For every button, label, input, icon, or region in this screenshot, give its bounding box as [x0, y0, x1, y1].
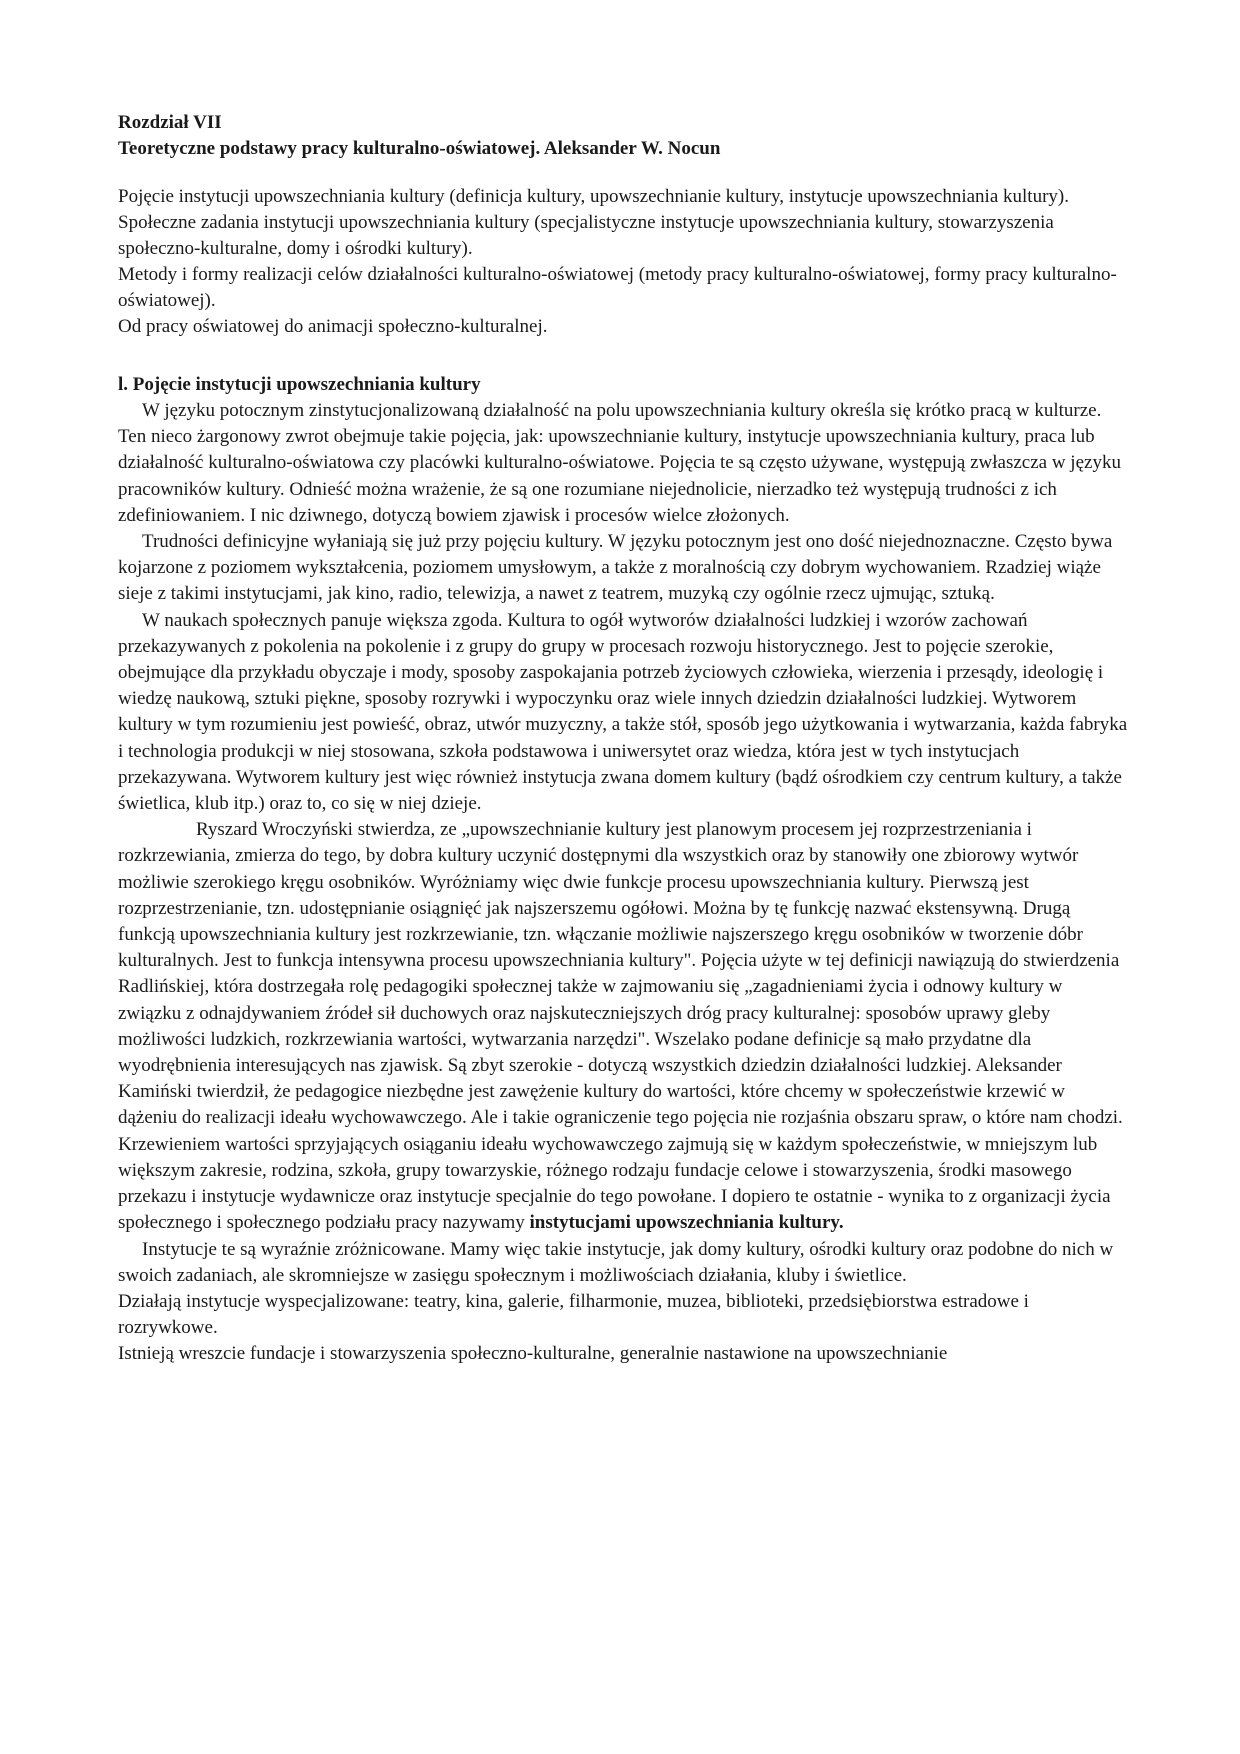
- chapter-outline: [118, 184, 1128, 340]
- section-body: [118, 398, 1128, 1368]
- body-paragraph: W języku potocznym zinstytucjonalizowaną działalność na polu upowszechniania kultury określa się krótko pracą w kulturze. Ten nieco żargonowy zwrot obejmuje takie pojęcia, jak: upowszechnianie kultury, instytucje upowszechniania kultury, praca lub działalność kulturalno-oświatowa czy placówki kulturalno-oświatowe. Pojęcia te są często używane, występują zwłaszcza w języku pracowników kultury. Odnieść można wrażenie, że są one rozumiane niejednolicie, nierzadko też występują trudności z ich zdefiniowaniem. I nic dziwnego, dotyczą bowiem zjawisk i procesów wielce złożonych.: [118, 400, 1121, 526]
- body-paragraph: W naukach społecznych panuje większa zgoda. Kultura to ogół wytworów działalności ludzkiej i wzorów zachowań przekazywanych z pokolenia na pokolenie i z grupy do grupy w procesach rozwoju historycznego. Jest to pojęcie szerokie, obejmujące dla przykładu obyczaje i mody, sposoby zaspokajania potrzeb życiowych człowieka, wierzenia i przesądy, ideologię i wiedzę naukową, sztuki piękne, sposoby rozrywki i wypoczynku oraz wiele innych dziedzin działalności ludzkiej. Wytworem kultury w tym rozumieniu jest powieść, obraz, utwór muzyczny, a także stół, sposób jego użytkowania i wytwarzania, każda fabryka i technologia produkcji w niej stosowana, szkoła podstawowa i uniwersytet oraz wiedza, która jest w tych instytucjach przekazywana. Wytworem kultury jest więc również instytucja zwana domem kultury (bądź ośrodkiem czy centrum kultury, a także świetlica, klub itp.) oraz to, co się w niej dzieje.: [118, 609, 1128, 815]
- bold-term: instytucjami upowszechniania kultury.: [529, 1212, 844, 1234]
- page-content: [118, 110, 1128, 1368]
- body-paragraph: Trudności definicyjne wyłaniają się już przy pojęciu kultury. W języku potocznym jest ono dość niejednoznaczne. Często bywa kojarzone z poziomem wykształcenia, poziomem umysłowym, a także z moralnością czy dobrym wychowaniem. Rzadziej wiąże sieje z takimi instytucjami, jak kino, radio, telewizja, a nawet z teatrem, muzyką czy ogólnie rzecz ujmując, sztuką.: [118, 531, 1113, 605]
- body-paragraph: Istnieją wreszcie fundacje i stowarzyszenia społeczno-kulturalne, generalnie nastawione na upowszechnianie: [118, 1343, 948, 1365]
- outline-item: Od pracy oświatowej do animacji społeczno-kulturalnej.: [118, 316, 548, 337]
- outline-item: Społeczne zadania instytucji upowszechniania kultury (specjalistyczne instytucje upowszechniania kultury, stowarzyszenia społeczno-kulturalne, domy i ośrodki kultury).: [118, 212, 1054, 259]
- body-paragraph: [118, 817, 1128, 1236]
- body-paragraph: Działają instytucje wyspecjalizowane: teatry, kina, galerie, filharmonie, muzea, biblioteki, przedsiębiorstwa estradowe i rozrywkowe.: [118, 1290, 1029, 1339]
- outline-item: Metody i formy realizacji celów działalności kulturalno-oświatowej (metody pracy kulturalno-oświatowej, formy pracy kulturalno-oświatowej).: [118, 264, 1117, 311]
- chapter-heading: Rozdział VII: [118, 112, 222, 133]
- body-paragraph: Instytucje te są wyraźnie zróżnicowane. Mamy więc takie instytucje, jak domy kultury, ośrodki kultury oraz podobne do nich w swoich zadaniach, ale skromniejsze w zasięgu społecznym i możliwościach działania, kluby i świetlice.: [118, 1238, 1114, 1286]
- section-title: l. Pojęcie instytucji upowszechniania kultury: [118, 374, 481, 395]
- outline-item: Pojęcie instytucji upowszechniania kultury (definicja kultury, upowszechnianie kultury, instytucje upowszechniania kultury).: [118, 186, 1069, 207]
- chapter-title: Teoretyczne podstawy pracy kulturalno-oświatowej. Aleksander W. Nocun: [118, 138, 721, 159]
- quoted-definition-text: Ryszard Wroczyński stwierdza, ze „upowszechnianie kultury jest planowym procesem jej rozprzestrzeniania i rozkrzewiania, zmierza do tego, by dobra kultury uczynić dostępnymi dla wszystkich oraz by stanowiły one zbiorowy wytwór możliwie szerokiego kręgu osobników. Wyróżniamy więc dwie funkcje procesu upowszechniania kultury. Pierwszą jest rozprzestrzenianie, tzn. udostępnianie osiągnięć jak najszerszemu ogółowi. Można by tę funkcję nazwać ekstensywną. Drugą funkcją upowszechniania kultury jest rozkrzewianie, tzn. włączanie możliwie najszerszego kręgu osobników w tworzenie dóbr kulturalnych. Jest to funkcja intensywna procesu upowszechniania kultury". Pojęcia użyte w tej definicji nawiązują do stwierdzenia Radlińskiej, która dostrzegała rolę pedagogiki społecznej także w zajmowaniu się „zagadnieniami życia i odnowy kultury w związku z odnajdywaniem źródeł sił duchowych oraz najskuteczniejszych dróg pracy kulturalnej: sposobów uprawy gleby możliwości ludzkich, rozkrzewiania wartości, wytwarzania narzędzi". Wszelako podane definicje są mało przydatne dla wyodrębnienia interesujących nas zjawisk. Są zbyt szerokie - dotyczą wszystkich dziedzin działalności ludzkiej. Aleksander Kamiński twierdził, że pedagogice niezbędne jest zawężenie kultury do wartości, które chcemy w społeczeństwie krzewić w dążeniu do realizacji ideału wychowawczego. Ale i takie ograniczenie tego pojęcia nie rozjaśnia obszaru spraw, o które nam chodzi. Krzewieniem wartości sprzyjających osiąganiu ideału wychowawczego zajmują się w każdym społeczeństwie, w mniejszym lub większym zakresie, rodzina, szkoła, grupy towarzyskie, różnego rodzaju fundacje celowe i stowarzyszenia, środki masowego przekazu i instytucje wydawnicze oraz instytucje specjalnie do tego powołane. I dopiero te ostatnie - wynika to z organizacji życia społecznego i społecznego podziału pracy nazywamy: [118, 819, 1123, 1234]
